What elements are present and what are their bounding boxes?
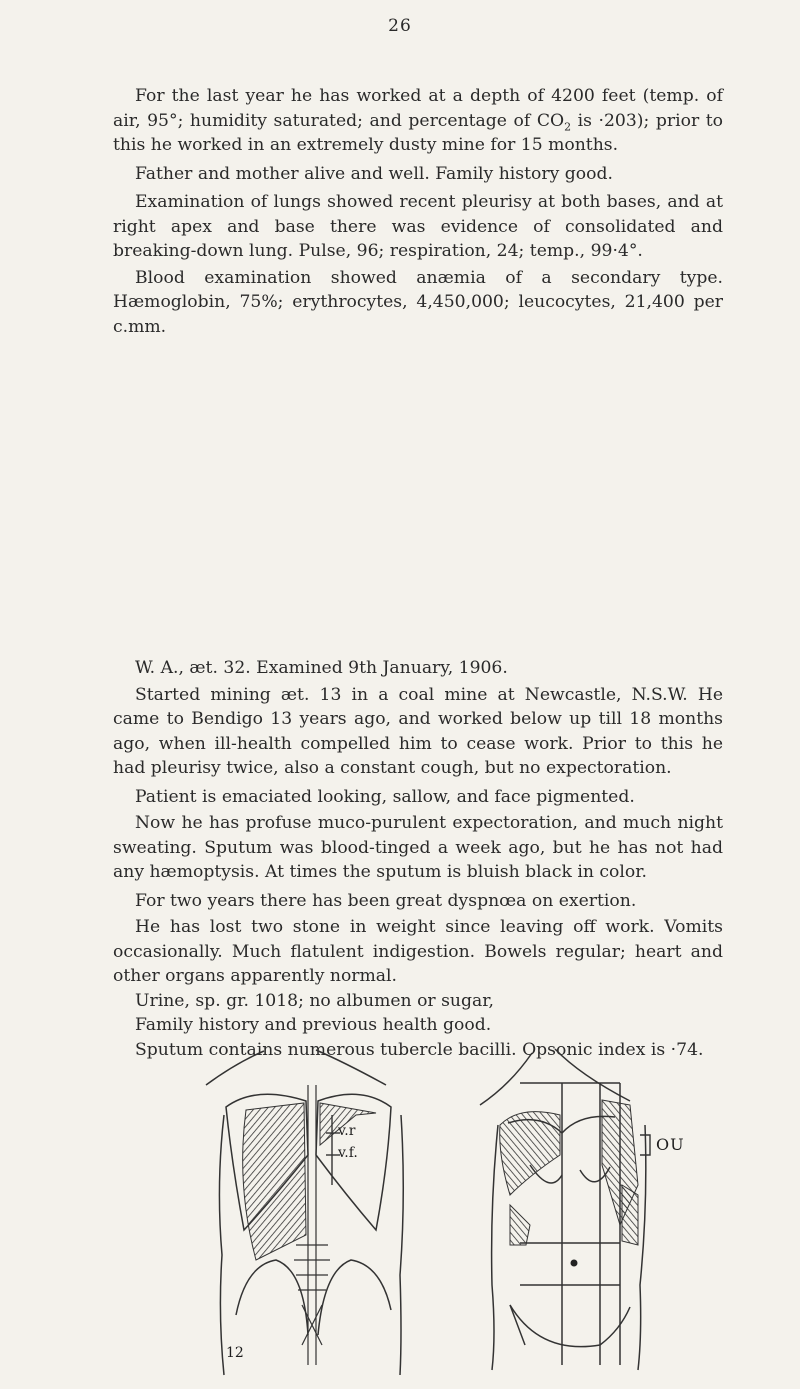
case1-work-text: For the last year he has worked at a depth of 4200 feet (temp. of air, 95°; humidity saturated; and percentage of CO bbox=[113, 86, 723, 131]
case1-work-text-end: is ·203); prior to this he worked in an extremely dusty mine for 15 months. bbox=[113, 110, 723, 155]
case2-stone-paragraph: He has lost two stone in weight since leaving off work. Vomits occasionally. Much flatulent indigestion. Bowels regular; heart and other organs apparently normal. bbox=[113, 917, 723, 986]
case2-sputum-paragraph: Sputum contains numerous tubercle bacilli. Opsonic index is ·74. bbox=[135, 1039, 704, 1060]
case1-text bbox=[113, 84, 723, 339]
label-12: 12 bbox=[226, 1345, 244, 1361]
case2-history-paragraph: Family history and previous health good. bbox=[135, 1015, 492, 1035]
front-view-illustration bbox=[470, 1045, 740, 1375]
case1-work-paragraph bbox=[113, 84, 723, 158]
case1-blood-paragraph: Blood examination showed anæmia of a secondary type. Hæmoglobin, 75%; erythrocytes, 4,450,000; leucocytes, 21,400 per c.mm. bbox=[113, 267, 723, 337]
case2-heading: W. A., æt. 32. Examined 9th January, 1906. bbox=[135, 658, 508, 678]
page-number: 26 bbox=[388, 16, 412, 36]
case1-family-paragraph: Father and mother alive and well. Family history good. bbox=[135, 163, 613, 184]
chest-diagram-back bbox=[196, 1045, 426, 1385]
case2-text bbox=[113, 656, 723, 1062]
label-ou: OU bbox=[656, 1135, 685, 1154]
co2-subscript: 2 bbox=[564, 119, 572, 133]
chest-diagram-front bbox=[470, 1045, 740, 1375]
case2-urine-paragraph: Urine, sp. gr. 1018; no albumen or sugar, bbox=[135, 990, 495, 1011]
case2-dyspnoea-paragraph: For two years there has been great dyspnœa on exertion. bbox=[135, 890, 637, 911]
case1-exam-paragraph: Examination of lungs showed recent pleurisy at both bases, and at right apex and base there was evidence of consolidated and breaking-down lung. Pulse, 96; respiration, 24; temp., 99·4°. bbox=[113, 192, 723, 261]
case2-patient-paragraph: Patient is emaciated looking, sallow, and face pigmented. bbox=[135, 786, 635, 807]
label-vf: v.f. bbox=[338, 1145, 358, 1161]
back-view-illustration bbox=[196, 1045, 426, 1385]
label-vr: v.r bbox=[338, 1123, 356, 1139]
case2-started-paragraph: Started mining æt. 13 in a coal mine at Newcastle, N.S.W. He came to Bendigo 13 years ago, and worked below up till 18 months ago, when ill-health compelled him to cease work. Prior to this he had pleurisy twice, also a constant cough, but no expectoration. bbox=[113, 684, 723, 778]
case2-now-paragraph: Now he has profuse muco-purulent expectoration, and much night sweating. Sputum was blood-tinged a week ago, but he has not had any hæmoptysis. At times the sputum is bluish black in color. bbox=[113, 813, 723, 882]
